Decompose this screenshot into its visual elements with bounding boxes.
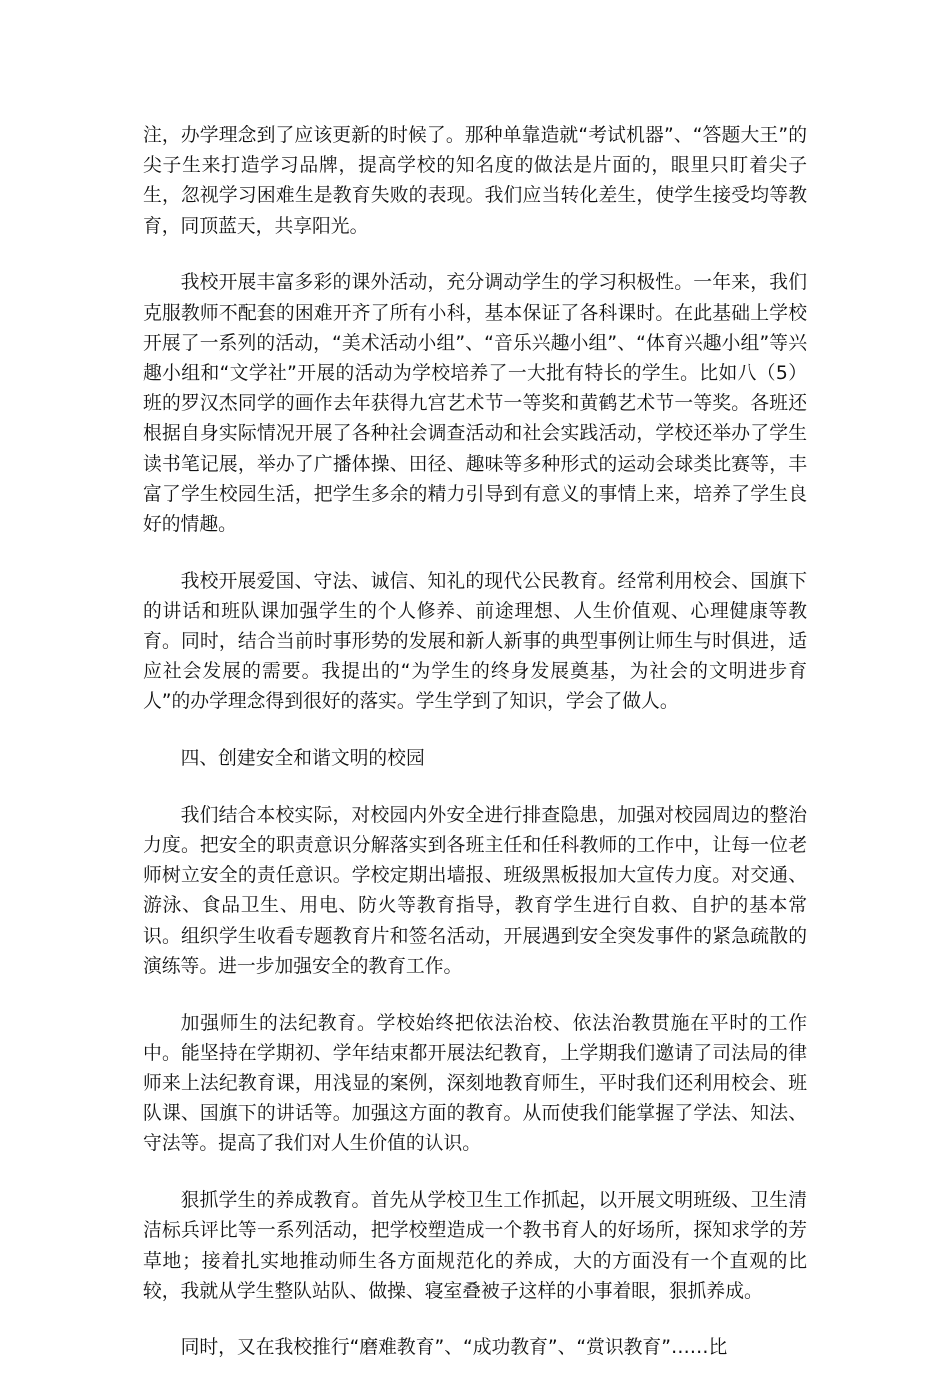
- paragraph-campus-safety: 我们结合本校实际，对校园内外安全进行排查隐患，加强对校园周边的整治力度。把安全的职责意识分解落实到各班主任和任科教师的工作中，让每一位老师树立安全的责任意识。学校定期出墙报、班级黑板报加大宣传力度。对交通、游泳、食品卫生、用电、防火等教育指导，教育学生进行自救、自护的基本常识。组织学生收看专题教育片和签名活动，开展遇到安全突发事件的紧急疏散的演练等。进一步加强安全的教育工作。: [143, 804, 807, 977]
- paragraph-citizen-education: 我校开展爱国、守法、诚信、知礼的现代公民教育。经常利用校会、国旗下的讲话和班队课加强学生的个人修养、前途理想、人生价值观、心理健康等教育。同时，结合当前时事形势的发展和新人新事的典型事例让师生与时俱进，适应社会发展的需要。我提出的“为学生的终身发展奠基，为社会的文明进步育人”的办学理念得到很好的落实。学生学到了知识，学会了做人。: [143, 570, 807, 713]
- paragraph-education-methods: 同时，又在我校推行“磨难教育”、“成功教育”、“赏识教育”……比: [180, 1337, 728, 1359]
- paragraph-legal-education: 加强师生的法纪教育。学校始终把依法治校、依法治教贯施在平时的工作中。能坚持在学期初、学年结束都开展法纪教育，上学期我们邀请了司法局的律师来上法纪教育课，用浅显的案例，深刻地教育师生，平时我们还利用校会、班队课、国旗下的讲话等。加强这方面的教育。从而使我们能掌握了学法、知法、守法等。提高了我们对人生价值的认识。: [143, 1012, 807, 1155]
- paragraph-extracurricular-activities: 我校开展丰富多彩的课外活动，充分调动学生的学习积极性。一年来，我们克服教师不配套的困难开齐了所有小科，基本保证了各科课时。在此基础上学校开展了一系列的活动，“美术活动小组”、“音乐兴趣小组”、“体育兴趣小组”等兴趣小组和“文学社”开展的活动为学校培养了一大批有特长的学生。比如八（5）班的罗汉杰同学的画作去年获得九宫艺术节一等奖和黄鹤艺术节一等奖。各班还根据自身实际情况开展了各种社会调查活动和社会实践活动，学校还举办了学生读书笔记展，举办了广播体操、田径、趣味等多种形式的运动会球类比赛等，丰富了学生校园生活，把学生多余的精力引导到有意义的事情上来，培养了学生良好的情趣。: [143, 272, 807, 535]
- section-heading: 四、创建安全和谐文明的校园: [180, 748, 425, 770]
- paragraph-habit-education: 狠抓学生的养成教育。首先从学校卫生工作抓起，以开展文明班级、卫生清洁标兵评比等一系列活动，把学校塑造成一个教书育人的好场所，探知求学的芳草地；接着扎实地推动师生各方面规范化的养成，大的方面没有一个直观的比较，我就从学生整队站队、做操、寝室叠被子这样的小事着眼，狠抓养成。: [143, 1190, 807, 1302]
- paragraph-continued: 注，办学理念到了应该更新的时候了。那种单靠造就“考试机器”、“答题大王”的尖子生来打造学习品牌，提高学校的知名度的做法是片面的，眼里只盯着尖子生，忽视学习困难生是教育失败的表现。我们应当转化差生，使学生接受均等教育，同顶蓝天，共享阳光。: [143, 125, 807, 237]
- document-body: [143, 121, 807, 1390]
